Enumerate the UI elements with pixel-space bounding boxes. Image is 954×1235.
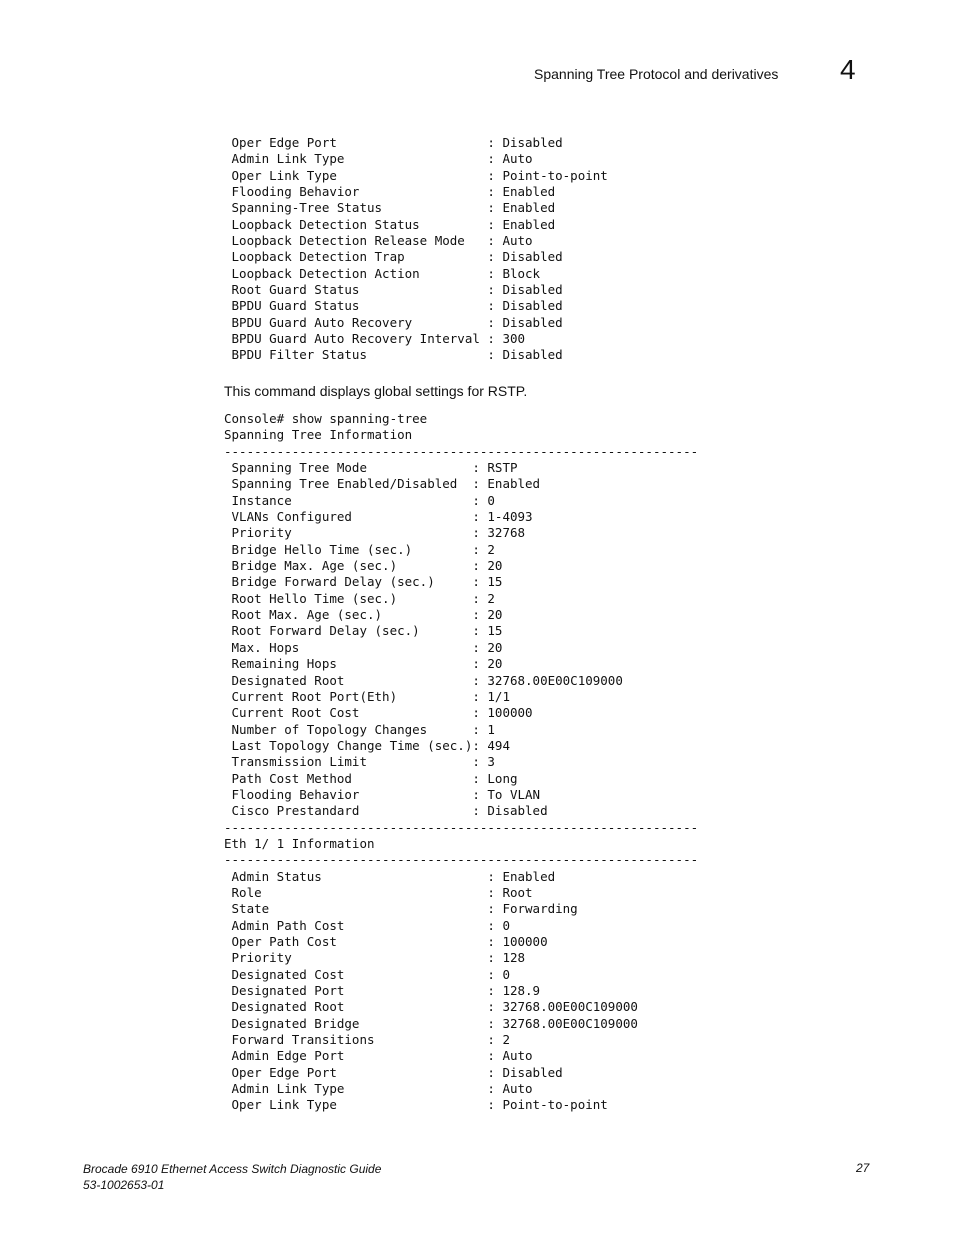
chapter-number: 4 (840, 54, 856, 85)
guide-title: Brocade 6910 Ethernet Access Switch Diagnostic Guide (83, 1162, 382, 1176)
footer-document-info (83, 1161, 381, 1193)
cli-output-show-spanning-tree: Console# show spanning-tree Spanning Tree Information --------------------------------------------------------------- Spanning Tree Mode : RSTP Spanning Tree Enabled/Disabled : Enabled Instance : 0 VLANs Configured : 1-4093 Priority : 32768 Bridge Hello Time (sec.) : 2 Bridge Max. Age (sec.) : 20 Bridge Forward Delay (sec.) : 15 Root Hello Time (sec.) : 2 Root Max. Age (sec.) : 20 Root Forward Delay (sec.) : 15 Max. Hops : 20 Remaining Hops : 20 Designated Root : 32768.00E00C109000 Current Root Port(Eth) : 1/1 Current Root Cost : 100000 Number of Topology Changes : 1 Last Topology Change Time (sec.): 494 Transmission Limit : 3 Path Cost Method : Long Flooding Behavior : To VLAN Cisco Prestandard : Disabled --------------------------------------------------------------- Eth 1/ 1 Information --------------------------------------------------------------- Admin Status : Enabled Role : Root State : Forwarding Admin Path Cost : 0 Oper Path Cost : 100000 Priority : 128 Designated Cost : 0 Designated Port : 128.9 Designated Root : 32768.00E00C109000 Designated Bridge : 32768.00E00C109000 Forward Transitions : 2 Admin Edge Port : Auto Oper Edge Port : Disabled Admin Link Type : Auto Oper Link Type : Point-to-point (224, 411, 699, 1113)
page-number: 27 (856, 1161, 870, 1175)
document-number: 53-1002653-01 (83, 1178, 165, 1192)
body-paragraph: This command displays global settings for RSTP. (224, 383, 528, 399)
section-title: Spanning Tree Protocol and derivatives (534, 66, 779, 82)
cli-output-port-settings: Oper Edge Port : Disabled Admin Link Type : Auto Oper Link Type : Point-to-point Flooding Behavior : Enabled Spanning-Tree Status : Enabled Loopback Detection Status : Enabled Loopback Detection Release Mode : Auto Loopback Detection Trap : Disabled Loopback Detection Action : Block Root Guard Status : Disabled BPDU Guard Status : Disabled BPDU Guard Auto Recovery : Disabled BPDU Guard Auto Recovery Interval : 300 BPDU Filter Status : Disabled (231, 135, 608, 363)
